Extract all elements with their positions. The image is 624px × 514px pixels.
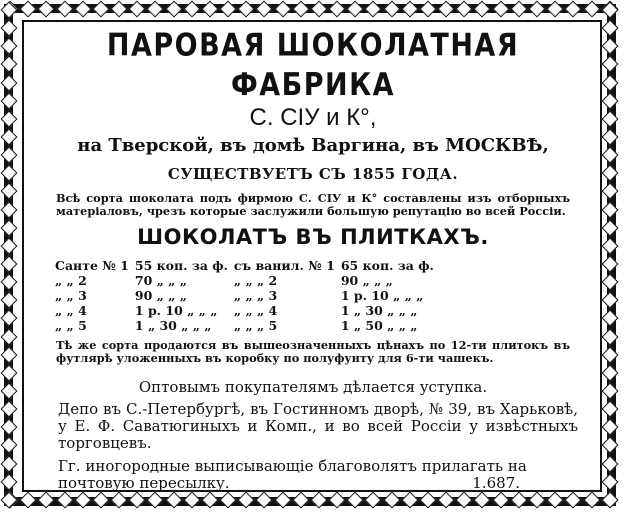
ornament-diamond-icon [565,1,582,18]
ornament-diamond-icon [56,1,73,18]
border-ornament-top [4,3,616,15]
ornament-diamond-icon [419,492,436,509]
ornament-diamond-icon [602,310,619,327]
ornament-diamond-icon [1,419,18,436]
ornament-diamond-icon [1,292,18,309]
ornament-diamond-icon [329,1,346,18]
ornament-diamond-icon [602,274,619,291]
ornament-diamond-icon [602,255,619,272]
ornament-diamond-icon [1,328,18,345]
factory-title: ПАРОВАЯ ШОКОЛАТНАЯ ФАБРИКА [106,28,520,103]
ornament-diamond-icon [602,346,619,363]
ornament-diamond-icon [1,74,18,91]
border-ornament-bottom [4,494,616,506]
ornament-diamond-icon [38,492,55,509]
ornament-diamond-icon [347,1,364,18]
ornament-diamond-icon [1,147,18,164]
ornament-diamond-icon [401,492,418,509]
price-cell: 1 „ 30 „ „ „ [340,303,418,318]
ornament-diamond-icon [274,1,291,18]
postage-notice-text: Гг. иногородные выписывающіе благоволятъ прилагать на почтовую пересылку. [58,457,527,492]
ornament-diamond-icon [292,1,309,18]
ornament-diamond-icon [238,1,255,18]
border-ornament-left [3,4,15,506]
ornament-diamond-icon [383,492,400,509]
ornament-diamond-icon [602,237,619,254]
ornament-diamond-icon [220,492,237,509]
ornament-diamond-icon [510,1,527,18]
ornament-diamond-icon [129,1,146,18]
ornament-diamond-icon [1,364,18,381]
ornament-diamond-icon [310,492,327,509]
ornament-diamond-icon [438,492,455,509]
ornament-diamond-icon [1,473,18,490]
ornament-diamond-icon [1,346,18,363]
ornament-diamond-icon [111,492,128,509]
price-cell: 1 „ 50 „ „ „ [340,318,418,333]
ornament-diamond-icon [147,492,164,509]
ornament-diamond-icon [20,492,37,509]
ornament-diamond-icon [510,492,527,509]
ornament-diamond-icon [1,401,18,418]
price-cell: „ „ „ 4 [233,303,278,318]
ornament-diamond-icon [565,492,582,509]
ornament-diamond-icon [1,92,18,109]
price-cell: „ „ „ 3 [233,288,278,303]
ornament-diamond-icon [602,128,619,145]
ornament-diamond-icon [111,1,128,18]
ornament-diamond-icon [92,1,109,18]
established-line: СУЩЕСТВУЕТЪ СЪ 1855 ГОДА. [167,165,459,183]
ornament-diamond-icon [602,201,619,218]
ornament-diamond-icon [528,1,545,18]
ornament-diamond-icon [329,492,346,509]
ornament-diamond-icon [347,492,364,509]
ornament-diamond-icon [1,382,18,399]
ornament-diamond-icon [602,473,619,490]
postage-notice [58,458,578,492]
price-row [52,288,437,303]
ornament-diamond-icon [602,20,619,37]
ornament-diamond-icon [456,492,473,509]
ornament-diamond-icon [528,492,545,509]
ornament-diamond-icon [1,128,18,145]
price-cell: 1 „ 30 „ „ „ [134,318,212,333]
price-row [52,273,437,288]
border-ornament-right [604,4,616,506]
price-cell: „ „ „ 5 [233,318,278,333]
description-paragraph: Всѣ сорта шоколата подъ фирмою С. СІУ и К° составлены изъ отборныхъ матеріаловъ, чрезъ которые заслужили большую репутацію во всей Россіи. [56,191,570,218]
price-cell: „ „ 3 [55,288,87,303]
ornament-diamond-icon [602,74,619,91]
ornament-diamond-icon [274,492,291,509]
ornament-diamond-icon [1,38,18,55]
ornament-diamond-icon [419,1,436,18]
ornament-diamond-icon [20,1,37,18]
ornament-diamond-icon [474,1,491,18]
wholesale-discount: Оптовымъ покупателямъ дѣлается уступка. [138,378,488,396]
ornament-diamond-icon [602,419,619,436]
ornament-diamond-icon [183,492,200,509]
ornament-diamond-icon [1,165,18,182]
ornament-diamond-icon [365,492,382,509]
price-cell: Санте № 1 [55,258,129,273]
ornament-diamond-icon [602,110,619,127]
ornament-diamond-icon [92,492,109,509]
ad-number: 1.687. [472,474,520,492]
ornament-diamond-icon [1,20,18,37]
ornament-diamond-icon [602,328,619,345]
price-cell: 1 р. 10 „ „ „ [340,288,424,303]
ornament-diamond-icon [547,492,564,509]
ornament-diamond-icon [1,219,18,236]
price-row [52,303,437,318]
ornament-diamond-icon [1,201,18,218]
ornament-diamond-icon [256,492,273,509]
ornament-diamond-icon [1,56,18,73]
ornament-diamond-icon [74,492,91,509]
ornament-diamond-icon [547,1,564,18]
ornament-diamond-icon [74,1,91,18]
ornament-diamond-icon [38,1,55,18]
ornament-diamond-icon [165,1,182,18]
ornament-diamond-icon [292,492,309,509]
ornament-diamond-icon [1,110,18,127]
price-cell: съ ванил. № 1 [233,258,335,273]
ornament-diamond-icon [1,183,18,200]
advertisement-content [30,26,596,492]
ornament-diamond-icon [602,92,619,109]
ornament-diamond-icon [492,1,509,18]
ornament-diamond-icon [129,492,146,509]
ornament-diamond-icon [383,1,400,18]
price-cell: „ „ 4 [55,303,87,318]
ornament-diamond-icon [583,492,600,509]
ornament-diamond-icon [56,492,73,509]
ornament-diamond-icon [183,1,200,18]
section-title: ШОКОЛАТЪ ВЪ ПЛИТКАХЪ. [137,225,489,249]
ornament-diamond-icon [1,255,18,272]
ornament-diamond-icon [201,492,218,509]
ornament-diamond-icon [365,1,382,18]
ornament-diamond-icon [256,1,273,18]
price-cell: 65 коп. за ф. [340,258,434,273]
ornament-diamond-icon [1,437,18,454]
price-cell: 90 „ „ „ [340,273,393,288]
ornament-diamond-icon [1,310,18,327]
ornament-diamond-icon [1,455,18,472]
ornament-diamond-icon [602,491,619,508]
ornament-diamond-icon [401,1,418,18]
price-cell: 70 „ „ „ [134,273,187,288]
ornament-diamond-icon [602,183,619,200]
ornament-diamond-icon [238,492,255,509]
ornament-diamond-icon [147,1,164,18]
ornament-diamond-icon [602,455,619,472]
ornament-diamond-icon [220,1,237,18]
ornament-diamond-icon [438,1,455,18]
ornament-diamond-icon [1,491,18,508]
price-cell: „ „ 5 [55,318,87,333]
ornament-diamond-icon [492,492,509,509]
price-row [52,318,437,333]
price-table [52,258,437,333]
ornament-diamond-icon [602,165,619,182]
ornament-diamond-icon [602,2,619,19]
ornament-diamond-icon [583,1,600,18]
price-cell: 1 р. 10 „ „ „ [134,303,218,318]
ornament-diamond-icon [602,437,619,454]
ornament-diamond-icon [165,492,182,509]
ornament-diamond-icon [474,492,491,509]
ornament-diamond-icon [602,56,619,73]
ornament-diamond-icon [456,1,473,18]
ornament-diamond-icon [1,274,18,291]
ornament-diamond-icon [602,219,619,236]
ornament-diamond-icon [201,1,218,18]
factory-address: на Тверской, въ домѣ Варгина, въ МОСКВѢ, [77,135,549,156]
ornament-diamond-icon [602,401,619,418]
packaging-note: Тѣ же сорта продаются въ вышеозначенныхъ цѣнахъ по 12-ти плитокъ въ футлярѣ уложенныхъ въ коробку по полуфунту для 6-ти чашекъ. [56,338,570,365]
ornament-diamond-icon [602,147,619,164]
depot-info: Депо въ С.-Петербургѣ, въ Гостинномъ дворѣ, № 39, въ Харьковѣ, у Е. Ф. Саватюгиныхъ и Комп., и во всей Россіи у извѣстныхъ торговцевъ. [58,400,578,452]
ornament-diamond-icon [310,1,327,18]
ornament-diamond-icon [602,364,619,381]
price-cell: 90 „ „ „ [134,288,187,303]
ornament-diamond-icon [602,38,619,55]
price-cell: „ „ 2 [55,273,87,288]
ornament-diamond-icon [1,237,18,254]
company-name: С. СІУ и К°, [249,104,377,131]
ornament-diamond-icon [602,382,619,399]
price-cell: 55 коп. за ф. [134,258,228,273]
price-cell: „ „ „ 2 [233,273,278,288]
ornament-diamond-icon [1,2,18,19]
ornament-diamond-icon [602,292,619,309]
price-row [52,258,437,273]
